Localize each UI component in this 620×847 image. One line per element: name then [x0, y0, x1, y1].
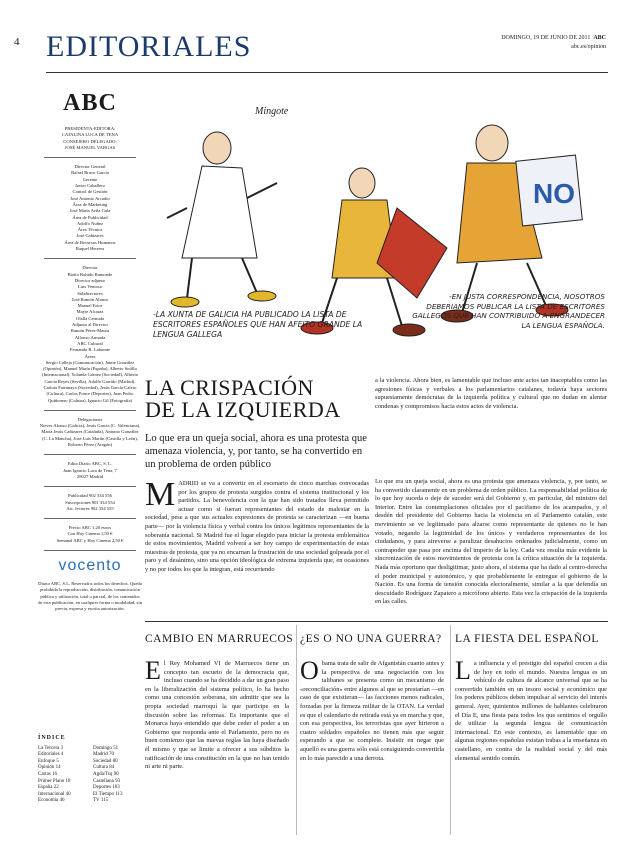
index-item[interactable]: Economía 46 [38, 798, 65, 804]
masthead-line: Rafael Bravo García [71, 170, 109, 176]
masthead-block [38, 493, 142, 512]
masthead-line: Con Hoy Cinema 1,50 € [67, 531, 113, 537]
column-divider [450, 625, 451, 835]
masthead-line: Área de Marketing [72, 201, 108, 207]
masthead-blocks [38, 126, 142, 551]
cartoon-caption-left: -LA XUNTA DE GALICIA HA PUBLICADO LA LISTA DE ESCRITORES ESPAÑOLES QUE HAN AFEITO GRANDE LA LENGUA GALLEGA [153, 310, 363, 339]
editorial-2-body [145, 656, 290, 772]
paper-name: ABC [593, 35, 606, 41]
editorial-3-title: ¿ES O NO UNA GUERRA? [300, 633, 442, 645]
masthead-line: Director General [74, 164, 106, 170]
index-item[interactable]: Cultura 84 [93, 765, 115, 771]
masthead-line: 28027 Madrid [76, 473, 104, 479]
masthead-rule [44, 518, 136, 519]
masthead-line: Semanal ABC y Hoy Cinema 2,50 € [56, 537, 124, 543]
index-item[interactable]: Enfoque 5 [38, 758, 59, 764]
index-item[interactable]: El Tiempo 113 [93, 791, 123, 797]
date: DOMINGO, 19 DE JUNIO DE 2011 [501, 35, 591, 41]
masthead-line: Luis Ventoso [77, 284, 103, 290]
vocento-logo: vocento [58, 557, 122, 575]
editorial-2-dropcap: E [145, 656, 161, 685]
masthead-line: Ramón Pérez-Maura [70, 328, 110, 334]
masthead-line: Raquel Herrera [75, 246, 105, 252]
abc-logo: ABC [63, 90, 117, 116]
index-item[interactable]: TV 115 [93, 798, 109, 804]
main-column-1-text: ADRID se va a convertir en el escenario de cinco marchas convocadas por los grupos de protesta surgidos contra el sistema institucional y los partidos. La benevolencia con la que han sido tratados lleva permitido actuar como si fueran representantes del estado de malestar en la sociedad, pese a que sus actuales expresiones de protesta se caracterizan —en buena parte— por la violencia física y verbal contra los únicos legítimos representantes de la soberanía nacional. Si Madrid fue el lugar elegido para iniciar la protesta emblemática de estos movimientos, Madrid volverá a ser hoy campo de experimentación de estas muestras de protesta, que ya no encarnan la frustración de una sociedad golpeada por el paro y el desánimo, sino una opción ideológica de extrema izquierda que, en ocasiones y no por todos los que la integran, está recurriendo [145, 480, 369, 573]
editorial-2-title: CAMBIO EN MARRUECOS [145, 633, 294, 645]
masthead-rule [44, 454, 136, 455]
masthead-line: Olalla Cernuda [76, 315, 104, 321]
masthead-line: Áreas [84, 353, 96, 359]
masthead-line: Manuel Erice [77, 303, 103, 309]
main-column-3: Lo que era un queja social, ahora es una protesta que amenaza violencia, y, por tanto, se ha convertido claramente en un problema de orden público. La responsabilidad política de lo que hoy suceda o deje de suceder será del Gobierno y, en particular, del ministro del Interior. Entre las contemplaciones oficiales por el pacifismo de los acampados, y el desdén del presidente del Gobierno hacia la violencia en el Parlamento catalán, este movimiento se ve legitimado para alzarse como representante de quienes no le han votado, negando la legitimidad de los únicos y verdaderos representantes de los ciudadanos, y para atreverse a paralizar desahucios ordenados judicialmente, como un contrapoder que pasa por encima del imperio de la ley. Cada vez resulta más evidente la sincronización de estos movimientos de protesta con la crítica situación de la izquierda. Nada más oportuno que desligitimar, justo ahora, el sistema que ha dado al centro-derecha el poder municipal y autonómico, y que probablemente le entregue el gobierno de la Nación. Es una forma de tensión conocida electoralmente, similar a la que defendía un descuidado Rodríguez Zapatero a micrófono abierto. Esta vez la crispación de la izquierda en las calles. [375, 478, 607, 606]
section-divider [145, 621, 608, 622]
masthead-block [38, 461, 142, 480]
masthead-line: José Ramón Alonso [71, 296, 109, 302]
masthead-rule [44, 157, 136, 158]
masthead-line: Javier Caballero [75, 183, 105, 189]
left-figure [167, 132, 277, 307]
masthead-line: Área de Publicidad [72, 214, 108, 220]
masthead-line: ABC Cultural [77, 340, 103, 346]
index-item[interactable]: Castellana 93 [93, 778, 121, 784]
masthead-line: Gerente [82, 176, 98, 182]
index-item[interactable]: España 22 [38, 785, 59, 791]
main-dropcap: M [145, 476, 176, 513]
editorial-4-body [455, 656, 607, 763]
masthead-line: Mayte Alcaraz [76, 309, 104, 315]
masthead-line: Nieves Alonso (Galicia), Jesús García (C. Valenciana), María Jesús Cañizares (Cataluña), Antonio González (C. La Mancha), José Luis Martín (Castilla y León), Roberto Pérez (Aragón) [39, 423, 141, 448]
index-item[interactable]: Primer Plano 18 [38, 778, 71, 784]
top-rule [46, 72, 608, 73]
protest-sign-text: NO [533, 178, 575, 209]
main-lede: Lo que era un queja social, ahora es una protesta que amenaza violencia, y, por tanto, se ha convertido en un problema de orden público [145, 433, 367, 470]
editorial-3-text: bama trata de salir de Afganistán cuanto antes y la perspectiva de una negociación con los talibanes se presenta como un mecanismo de «reconciliación» entre algunos al que se prestarían —en caso de que existieran— las facciones menos radicales, forzadas por la firmeza militar de la OTAN. La verdad es que el calendario de retirada está ya en marcha y que, con esa perspectiva, los terroristas que ayer hirieron a cuatro soldados españoles no tienen más que seguir esperando a que se complete. Insistir en negar que aquello es una guerra sólo está consiguiendo convertirla en lo más parecido a una derrota. [300, 660, 444, 762]
masthead [38, 80, 142, 613]
masthead-line: Adjunto al Director [72, 322, 108, 328]
main-headline-line-2: DE LA IZQUIERDA [145, 397, 341, 422]
masthead-line: Bieito Rubido Ramonde [67, 271, 113, 277]
masthead-line: JOSÉ MANUEL VARGAS [64, 144, 116, 150]
masthead-line: Subdirectores [77, 290, 103, 296]
masthead-line: Director [82, 265, 98, 271]
masthead-line: Control de Gestión [72, 189, 108, 195]
legal-note: Diario ABC, S.L. Reservados todos los derechos. Queda prohibida la reproducción, distribución, comunicación pública y utilización, total o parcial, de los contenidos de esta publicación, en cualquier forma o modalidad, sin previa, expresa y escrita autorización. [38, 581, 142, 612]
index-item[interactable]: Editoriales 4 [38, 752, 64, 758]
masthead-rule [44, 258, 136, 259]
index-list [38, 746, 142, 805]
masthead-rule [44, 550, 136, 551]
masthead-block [38, 525, 142, 544]
index [38, 735, 142, 805]
editorial-3-dropcap: O [300, 656, 319, 685]
masthead-line: Precio ABC 1,20 euros [68, 525, 112, 531]
index-item[interactable]: La Tercera 3 [38, 745, 64, 751]
dateline [446, 34, 606, 52]
index-title: ÍNDICE [38, 735, 66, 741]
editorial-2-text: l Rey Mohamed VI de Marruecos tiene un concepto tan escueto de la democracia que, incluso cuando se ha decidido a dar un gran paso en la liberalización del sistema político, lo ha hecho como una concesión soberana, sin admitir que sea la propia sociedad marroquí la que participe en la discusión sobre las reformas. Es importante que el Monarca haya entendido que debe ceder el poder a un Gobierno que responda ante el Parlamento, pero no es buen comienzo que las nuevas reglas las haya diseñado él mismo y que se limite a ofrecer a sus súbditos la ratificación de una constitución en la que no han tenido ni arte ni parte. [145, 660, 290, 771]
masthead-line: Delegaciones [77, 416, 103, 422]
masthead-line: José Cañizares [76, 233, 104, 239]
cartoonist-signature: Mingote [255, 106, 289, 117]
masthead-line: Sergio Calleja (Comunicación), Jaime González (Opinión), Manuel Marín (España), Alberto Sotillo (Internacional), Yolanda Gómez (Sociedad), Alberto García Reyes (Sevilla), Adolfo Garrido (Madrid), Carlota Fominaya (Sociedad), Jesús García Calero (Cultura), Carlos Ponce (Deportes), Juan Pedro Quiñonero (Cultura), Ignacio Gil (Fotografía) [41, 359, 139, 403]
masthead-block [38, 164, 142, 252]
editorial-4-title: LA FIESTA DEL ESPAÑOL [455, 633, 599, 645]
editorial-4-dropcap: L [455, 656, 471, 685]
masthead-block [38, 126, 142, 151]
masthead-block [38, 265, 142, 404]
index-item[interactable]: Sociedad 80 [93, 758, 118, 764]
masthead-line: Alfonso Armada [74, 334, 106, 340]
editorial-3-body [300, 656, 444, 763]
column-divider [296, 625, 297, 835]
masthead-line: CONSEJERO DELEGADO: [63, 138, 117, 144]
masthead-line: Juan Ignacio Luca de Tena, 7 [63, 467, 117, 473]
index-item[interactable]: Internacional 40 [38, 791, 71, 797]
masthead-rule [44, 410, 136, 411]
index-item[interactable]: Domingo 51 [93, 745, 119, 751]
masthead-line: CATALINA LUCA DE TENA [61, 132, 119, 138]
section-url: abc.es/opinion [571, 44, 606, 50]
page-number: 4 [14, 36, 20, 48]
masthead-line: PRESIDENTA-EDITORA: [64, 126, 116, 131]
index-item[interactable]: Agda/Tsq 90 [93, 771, 119, 777]
section-title: EDITORIALES [46, 30, 252, 63]
masthead-line: Área de Recursos Humanos [64, 239, 116, 245]
main-headline-line-1: LA CRISPACIÓN [145, 375, 314, 400]
masthead-rule [44, 486, 136, 487]
masthead-line: Suscripciones 901 334 554 [65, 499, 115, 505]
index-item[interactable]: Opinión 14 [38, 765, 61, 771]
index-item[interactable]: Deportes 103 [93, 785, 120, 791]
cartoon-caption-right: -EN JUSTA CORRESPONDENCIA, NOSOTROS DEBERIAMOS PUBLICAR LA LISTA DE ESCRITORES GALLEGOS QUE HAN CONTRIBUIDO A ENGRANDECER LA LENGUA ESPAÑOLA. [412, 292, 605, 330]
index-item[interactable]: Madrid 70 [93, 752, 114, 758]
masthead-block [38, 417, 142, 448]
masthead-line: José Antonio Arcadio [70, 195, 110, 201]
masthead-line: Área Técnica [77, 227, 103, 233]
masthead-line: Publicidad 902 334 556 [68, 493, 112, 499]
index-item[interactable]: Cartas 16 [38, 771, 58, 777]
masthead-line: Atc. lectores 902 334 555 [66, 505, 114, 511]
masthead-line: Adolfo Nuñez [76, 220, 104, 226]
editorial-4-text: a influencia y el prestigio del español crecen a día de hoy en todo el mundo. Nuestra lengua es un vehículo de cultura de alcance universal que se ha convertido también en un tesoro social y económico que los poderes públicos deben impulsar al servicio del interés general. Ayer, quinientos millones de hablantes celebraron el Día E, una fiesta para todos los que sentimos el orgullo de utilizar la segunda lengua de comunicación internacional. En este contexto, es lamentable que en algunas regiones españolas existan trabas a la enseñanza en castellano, en contra de la realidad social y del más elemental sentido común. [455, 660, 607, 762]
masthead-line: José María Avila Gala [69, 208, 111, 214]
masthead-line: Director adjunto [74, 277, 106, 283]
main-headline [145, 377, 365, 421]
masthead-line: Fernando R. Lafuente [69, 347, 111, 353]
main-column-1 [145, 476, 369, 575]
editorial-cartoon [147, 88, 609, 364]
masthead-line: Edita Diario ABC, S. L. [67, 461, 113, 467]
main-column-2: a la violencia. Ahora bien, es lamentable que incluso ante actos tan inaceptables como las agresiones físicas y verbales a los parlamentarios catalanes, todavía haya sectores supuestamente demócratas de la izquierda política y cultural que no dudan en alentar condenas y compromisos hacia estos actos de violencia. [375, 377, 607, 410]
